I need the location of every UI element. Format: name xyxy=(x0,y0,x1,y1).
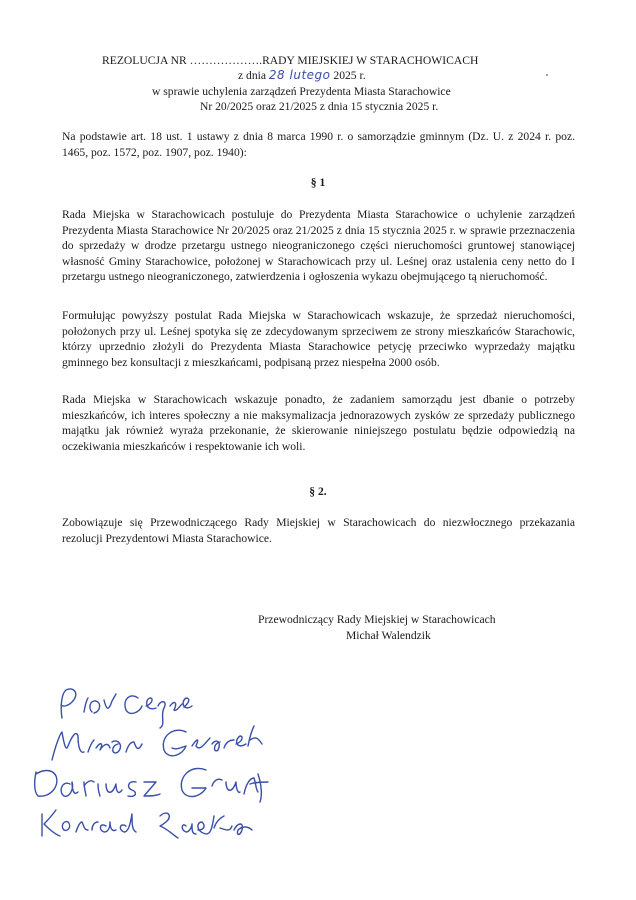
section-1-heading: § 1 xyxy=(310,176,326,189)
signature-3 xyxy=(35,768,268,802)
subject-line-1: w sprawie uchylenia zarządzeń Prezydenta Miasta Starachowice xyxy=(152,85,451,98)
section-2-heading: § 2. xyxy=(309,485,327,498)
signature-1 xyxy=(61,689,192,728)
chairman-role: Przewodniczący Rady Miejskiej w Starachowicach xyxy=(258,613,496,626)
date-prefix: z dnia xyxy=(238,69,267,82)
section-1-paragraph-2: Formułując powyższy postulat Rada Miejska w Starachowicach wskazuje, że sprzedaż nieruchomości, położonych przy ul. Leśnej spotyka się ze zdecydowanym sprzeciwem ze strony mieszkańców Starachowic, którzy uprzednio złożyli do Prezydenta Miasta Starachowice petycję przeciwko wyprzedaży majątku gminnego bez konsultacji z mieszkańcami, podpisaną przez niespełna 2000 osób. xyxy=(62,309,575,369)
handwritten-date: 28 lutego xyxy=(268,68,331,82)
signature-4 xyxy=(42,810,252,838)
section-1-paragraph-3: Rada Miejska w Starachowicach wskazuje ponadto, że zadaniem samorządu jest dbanie o potrzeby mieszkańców, ich interes społeczny a nie maksymalizacja jednorazowych zysków ze sprzedaży publicznego majątku jak również wyraża przekonanie, że skierowanie niniejszego postulatu będzie odpowiedzią na oczekiwania mieszkańców i respektowanie ich woli. xyxy=(62,393,575,453)
resolution-title: REZOLUCJA NR ……………….RADY MIEJSKIEJ W STARACHOWICACH xyxy=(102,54,479,67)
section-2-paragraph-1: Zobowiązuje się Przewodniczącego Rady Miejskiej w Starachowicach do niezwłocznego przekazania rezolucji Prezydentowi Miasta Starachowice. xyxy=(62,516,575,545)
date-suffix: 2025 r. xyxy=(333,69,366,82)
section-1-paragraph-1: Rada Miejska w Starachowicach postuluje do Prezydenta Miasta Starachowice o uchylenie zarządzeń Prezydenta Miasta Starachowice Nr 20/2025 oraz 21/2025 z dnia 15 stycznia 2025 r. w sprawie przeznaczenia do sprzedaży w drodze przetargu ustnego nieograniczonego części nieruchomości gruntowej stanowiącej własność Gminy Starachowice, położonej w Starachowicach przy ul. Leśnej oraz ustalenia ceny netto do I przetargu ustnego nieograniczonego, zatwierdzenia i ogłoszenia wykazu obejmującego tą nieruchomość. xyxy=(62,208,575,284)
subject-line-2: Nr 20/2025 oraz 21/2025 z dnia 15 stycznia 2025 r. xyxy=(200,100,439,113)
signature-2 xyxy=(52,726,262,760)
legal-basis: Na podstawie art. 18 ust. 1 ustawy z dnia 8 marca 1990 r. o samorządzie gminnym (Dz. U. z 2024 r. poz. 1465, poz. 1572, poz. 1907, poz. 1940): xyxy=(62,130,575,159)
chairman-name: Michał Walendzik xyxy=(346,629,431,642)
